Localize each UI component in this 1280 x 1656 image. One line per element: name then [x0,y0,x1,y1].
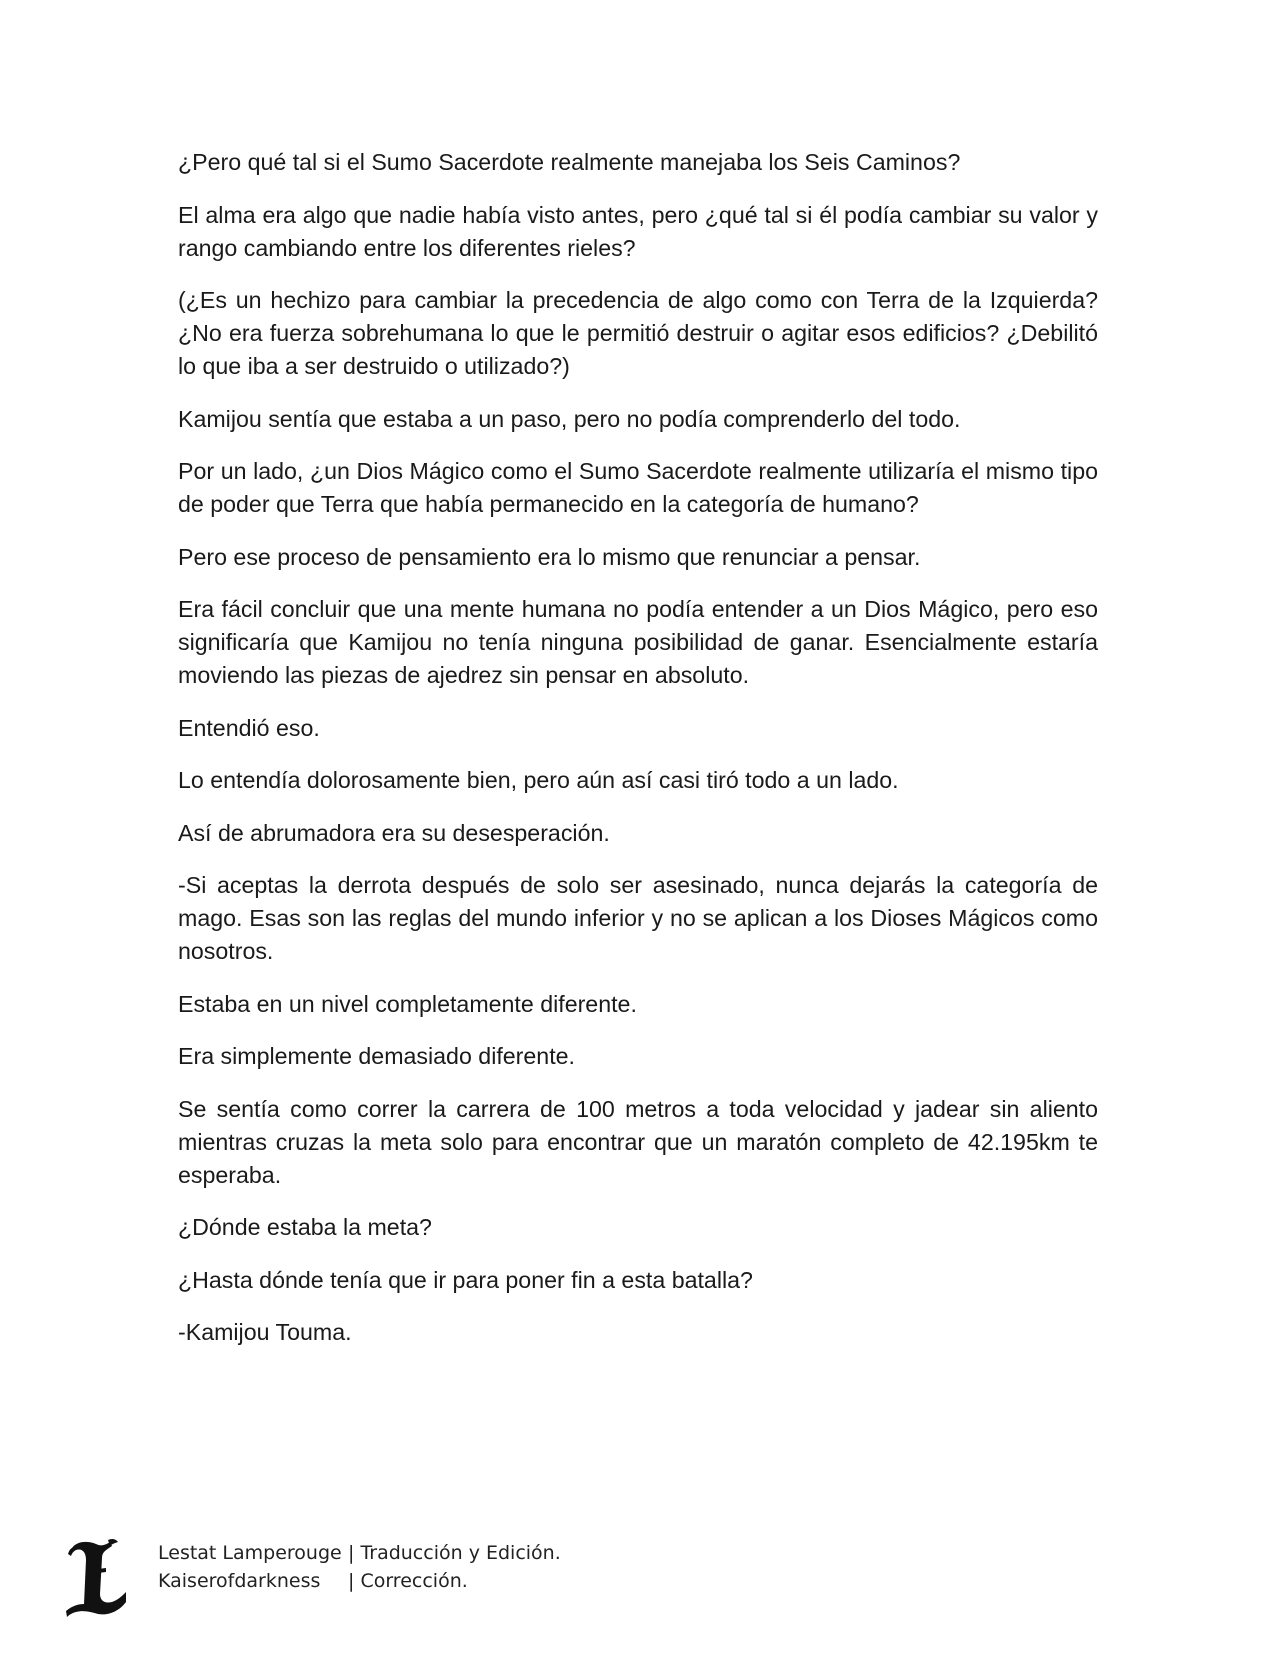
credit-row-translator [158,1539,561,1567]
paragraph-8: Entendió eso. [178,714,320,741]
paragraph-4: Kamijou sentía que estaba a un paso, pero no podía comprenderlo del todo. [178,405,961,432]
gothic-l-logo-icon [66,1538,128,1618]
paragraph-7: Era fácil concluir que una mente humana no podía entender a un Dios Mágico, pero eso significaría que Kamijou no tenía ninguna posibilidad de ganar. Esencialmente estaría moviendo las piezas de ajedrez sin pensar en absoluto. [178,596,1098,688]
credit-name: Lestat Lamperouge [158,1542,342,1564]
paragraph-3: (¿Es un hechizo para cambiar la precedencia de algo como con Terra de la Izquierda? ¿No era fuerza sobrehumana lo que le permitió destruir o agitar esos edificios? ¿Debilitó lo que iba a ser destruido o utilizado?) [178,287,1098,379]
paragraph-15: ¿Dónde estaba la meta? [178,1214,432,1240]
document-body [178,146,1098,1369]
credit-row-proofreader [158,1567,561,1595]
credits [158,1539,561,1595]
paragraph-16: ¿Hasta dónde tenía que ir para poner fin a esta batalla? [178,1266,753,1293]
paragraph-2: El alma era algo que nadie había visto antes, pero ¿qué tal si él podía cambiar su valor y rango cambiando entre los diferentes rieles? [178,201,1098,261]
paragraph-1: ¿Pero qué tal si el Sumo Sacerdote realmente manejaba los Seis Caminos? [178,149,961,175]
paragraph-6: Pero ese proceso de pensamiento era lo mismo que renunciar a pensar. [178,543,921,570]
page-footer [66,1538,766,1618]
paragraph-10: Así de abrumadora era su desesperación. [178,819,610,846]
paragraph-12: Estaba en un nivel completamente diferente. [178,990,637,1017]
paragraph-5: Por un lado, ¿un Dios Mágico como el Sumo Sacerdote realmente utilizaría el mismo tipo de poder que Terra que había permanecido en la categoría de humano? [178,458,1098,517]
paragraph-9: Lo entendía dolorosamente bien, pero aún así casi tiró todo a un lado. [178,767,899,793]
paragraph-17: -Kamijou Touma. [178,1319,352,1345]
credit-role: | Traducción y Edición. [348,1542,561,1564]
credit-role: | Corrección. [348,1570,468,1592]
credit-name: Kaiserofdarkness [158,1570,321,1592]
paragraph-11: -Si aceptas la derrota después de solo ser asesinado, nunca dejarás la categoría de mago. Esas son las reglas del mundo inferior y no se aplican a los Dioses Mágicos como nosotros. [178,872,1098,964]
paragraph-14: Se sentía como correr la carrera de 100 metros a toda velocidad y jadear sin aliento mientras cruzas la meta solo para encontrar que un maratón completo de 42.195km te esperaba. [178,1095,1098,1188]
paragraph-13: Era simplemente demasiado diferente. [178,1043,575,1069]
